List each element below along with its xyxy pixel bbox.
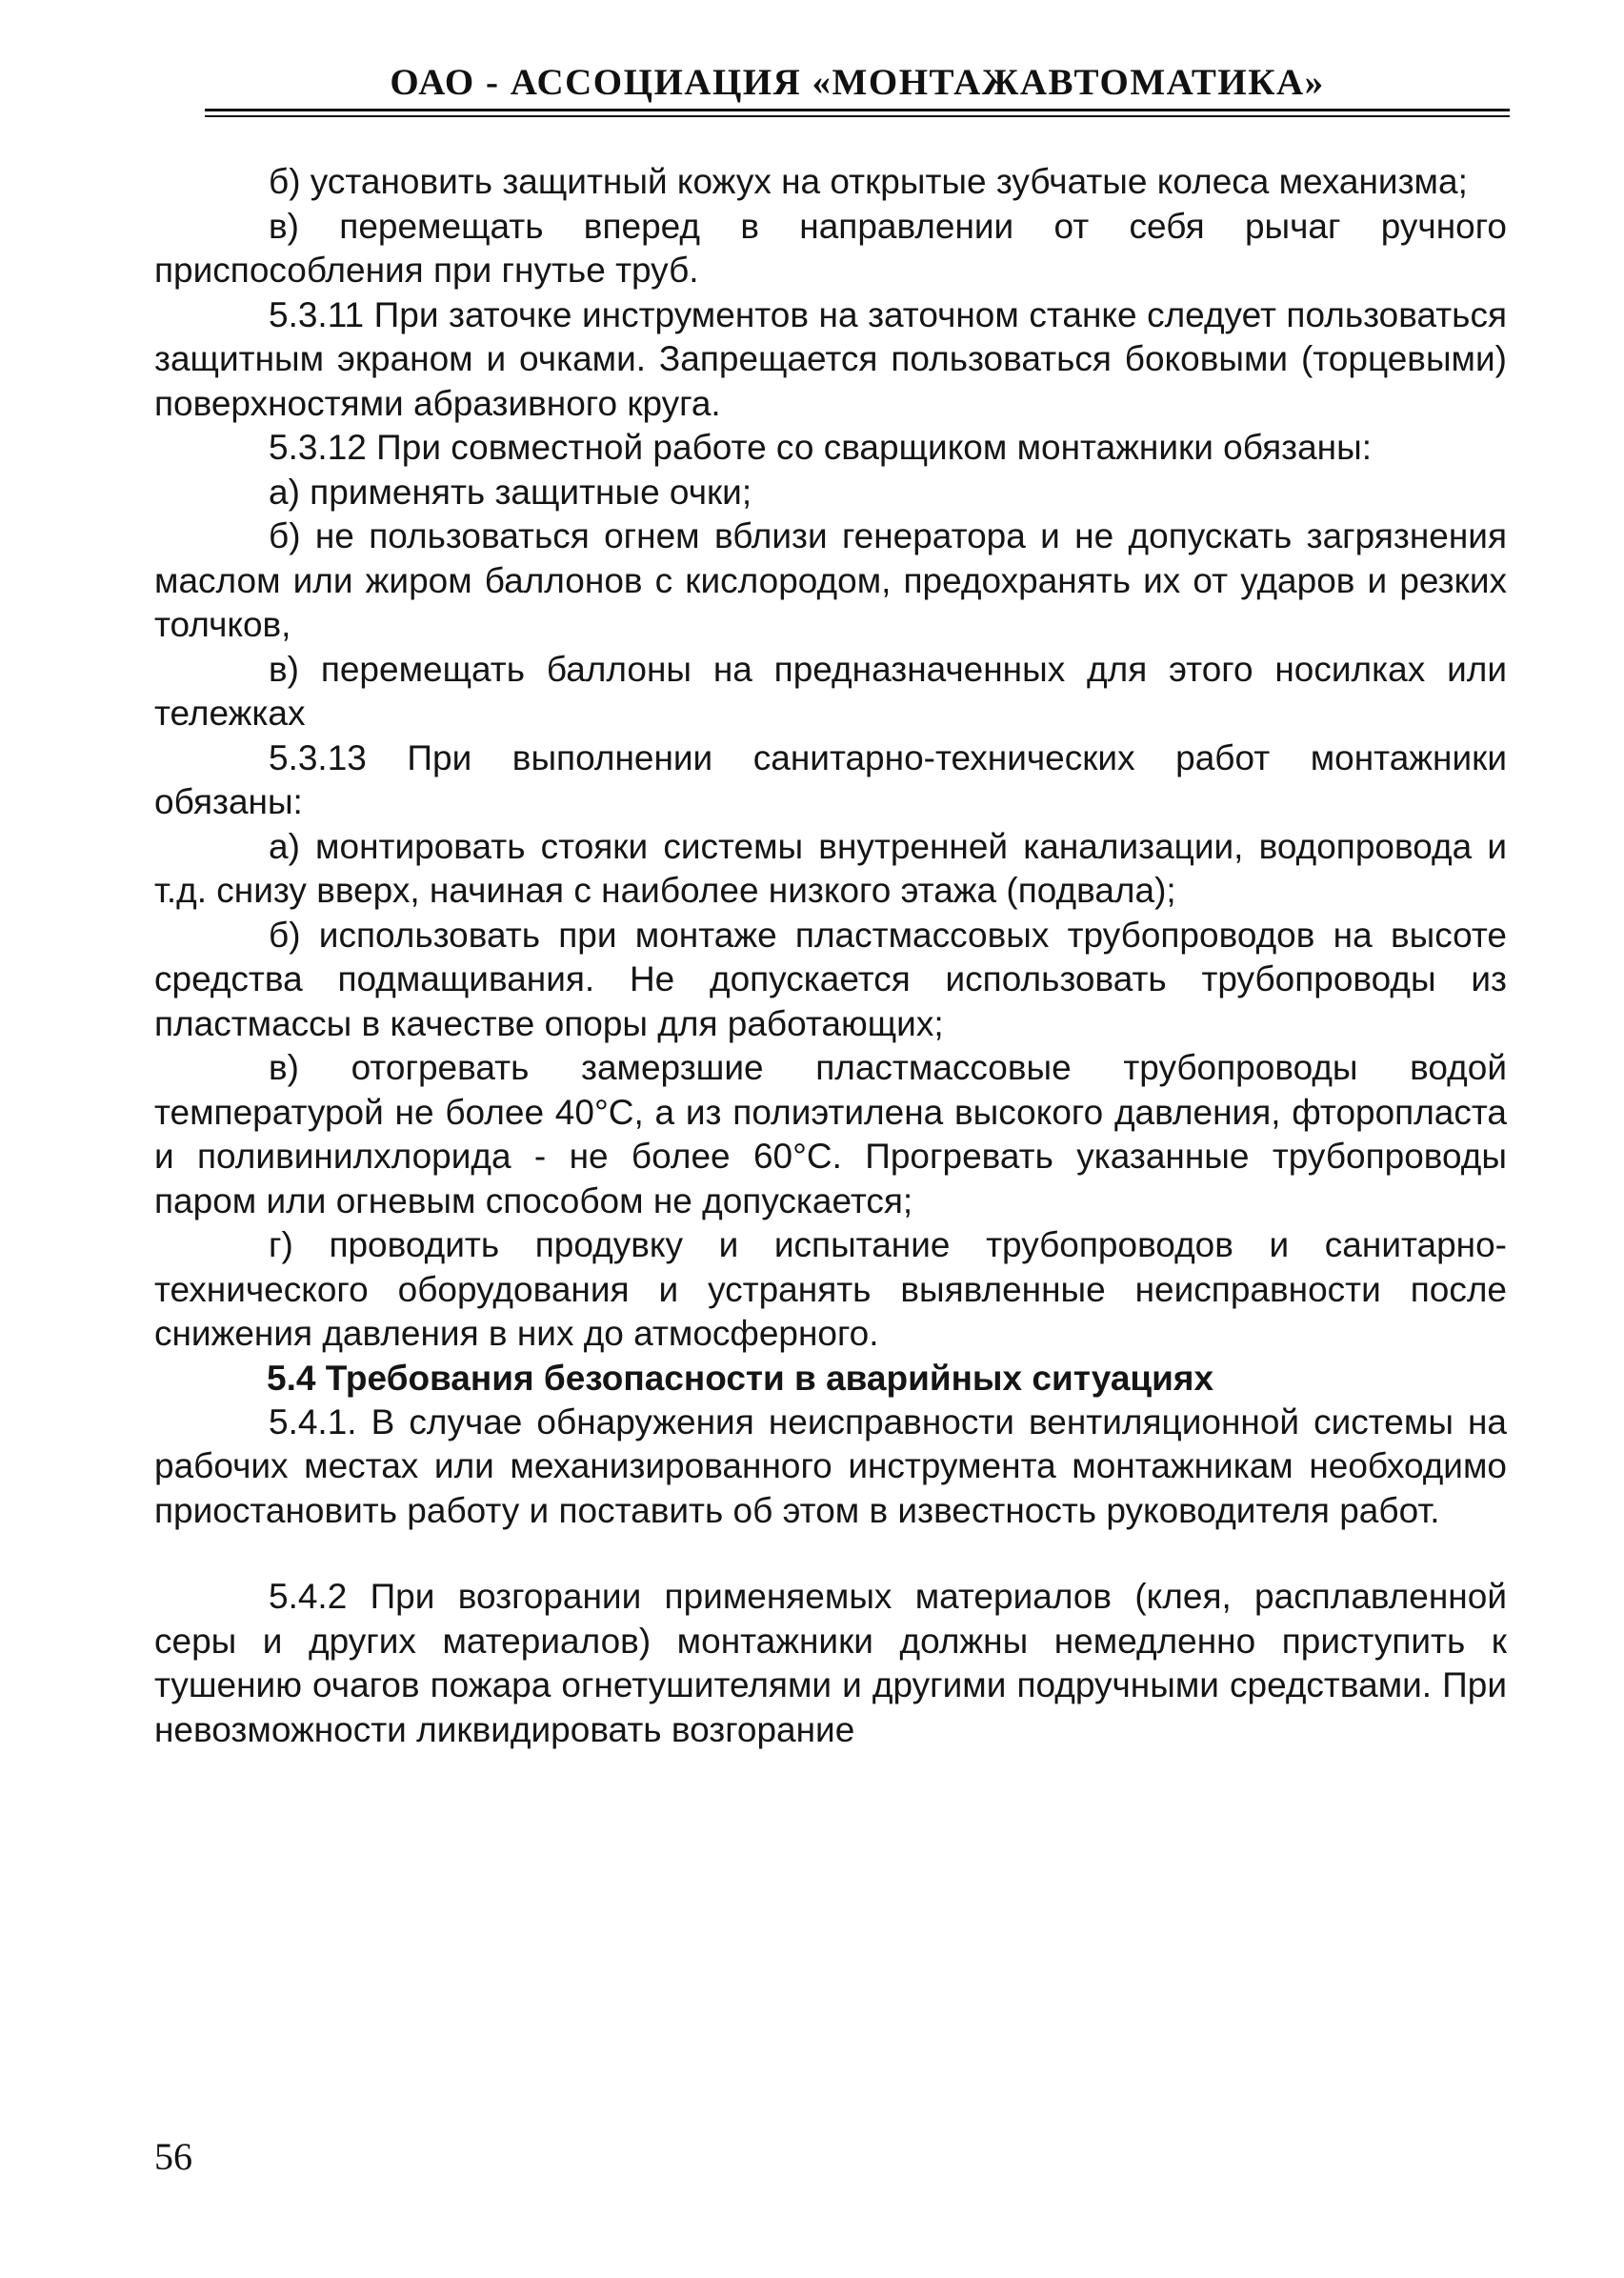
- header-rule-thick: [205, 109, 1510, 111]
- paragraph: б) использовать при монтаже пластмассовых трубопроводов на высоте средства подмащивания. Не допускается использовать трубопроводы из пластмассы в качестве опоры для работающих;: [154, 915, 1507, 1043]
- page-header-title: ОАО - АССОЦИАЦИЯ «МОНТАЖАВТОМАТИКА»: [390, 62, 1325, 103]
- paragraph: 5.4.2 При возгорании применяемых материалов (клея, расплавленной серы и других материалов) монтажники должны немедленно приступить к тушению очагов пожара огнетушителями и другими подручными средствами. При невозможности ликвидировать возгорание: [154, 1577, 1507, 1749]
- paragraph: а) применять защитные очки;: [269, 472, 752, 512]
- paragraph: а) монтировать стояки системы внутренней канализации, водопровода и т.д. снизу вверх, начиная с наиболее низкого этажа (подвала);: [154, 826, 1507, 910]
- paragraph: в) перемещать вперед в направлении от себя рычаг ручного приспособления при гнутье труб.: [154, 206, 1507, 290]
- section-heading: 5.4 Требования безопасности в аварийных ситуациях: [267, 1358, 1214, 1398]
- paragraph: 5.3.11 При заточке инструментов на заточном станке следует пользоваться защитным экраном и очками. Запрещается пользоваться боковыми (торцевыми) поверхностями абразивного круга.: [154, 294, 1507, 423]
- paragraph: б) не пользоваться огнем вблизи генератора и не допускать загрязнения маслом или жиром баллонов с кислородом, предохранять их от ударов и резких толчков,: [154, 516, 1507, 644]
- paragraph: б) установить защитный кожух на открытые зубчатые колеса механизма;: [269, 162, 1468, 201]
- page-number: 56: [154, 2135, 192, 2178]
- paragraph: г) проводить продувку и испытание трубопроводов и санитарно-технического оборудования и устранять выявленные неисправности после снижения давления в них до атмосферного.: [154, 1225, 1507, 1353]
- paragraph: 5.3.12 При совместной работе со сварщиком монтажники обязаны:: [269, 428, 1372, 467]
- paragraph: 5.4.1. В случае обнаружения неисправности вентиляционной системы на рабочих местах или механизированного инструмента монтажникам необходимо приостановить работу и поставить об этом в известность руководителя работ.: [154, 1401, 1507, 1530]
- header-rule-thin: [205, 115, 1510, 117]
- paragraph: в) перемещать баллоны на предназначенных для этого носилках или тележках: [154, 649, 1507, 733]
- paragraph: в) отогревать замерзшие пластмассовые трубопроводы водой температурой не более 40°С, а из полиэтилена высокого давления, фторопласта и поливинилхлорида - не более 60°С. Прогревать указанные трубопроводы паром или огневым способом не допускается;: [154, 1048, 1507, 1220]
- document-body: [154, 160, 1507, 1752]
- paragraph: 5.3.13 При выполнении санитарно-технических работ монтажники обязаны:: [154, 737, 1507, 821]
